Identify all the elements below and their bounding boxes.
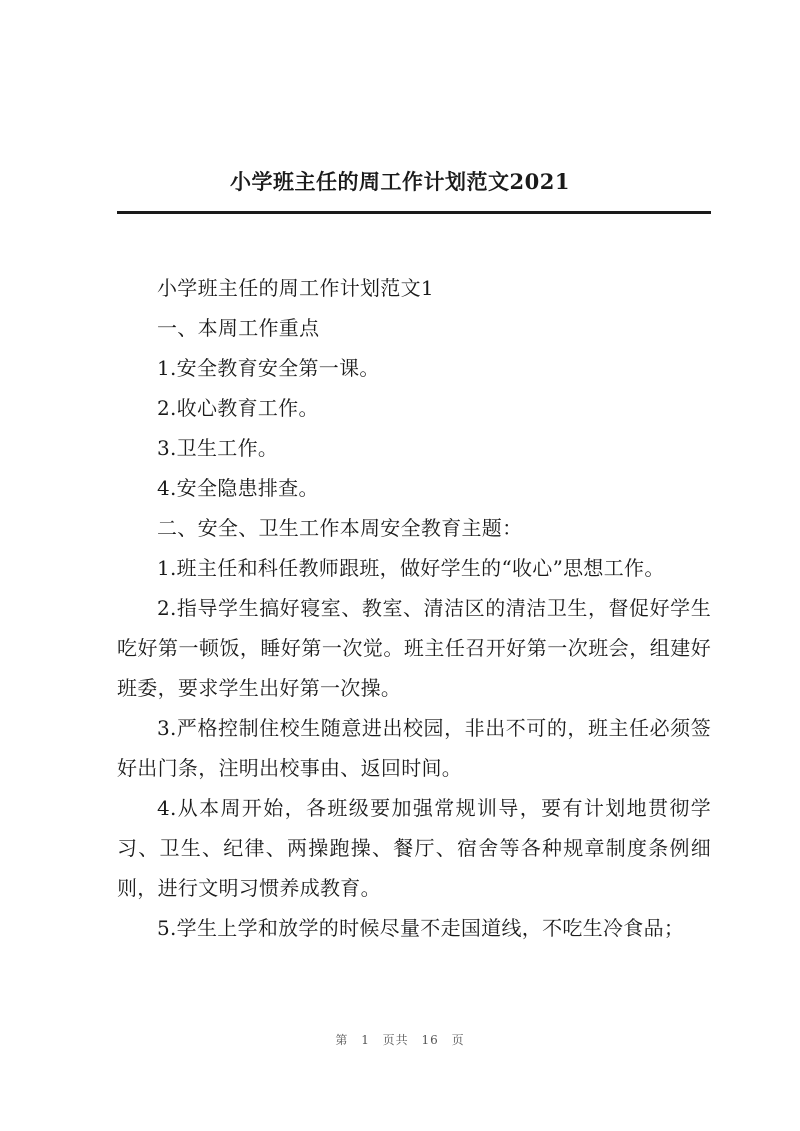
paragraph-item: 4.安全隐患排查。 [157, 476, 319, 500]
paragraph-item: 1.安全教育安全第一课。 [157, 356, 380, 380]
paragraph-heading: 小学班主任的周工作计划范文1 [157, 276, 434, 300]
paragraph-section-2: 二、安全、卫生工作本周安全教育主题： [157, 516, 523, 540]
document-body [117, 268, 711, 948]
page-number-footer: 第 1 页共 16 页 [335, 1033, 465, 1047]
paragraph-item: 2.指导学生搞好寝室、教室、清洁区的清洁卫生，督促好学生吃好第一顿饭，睡好第一次觉。班主任召开好第一次班会，组建好班委，要求学生出好第一次操。 [117, 596, 711, 700]
title-divider [117, 211, 711, 214]
paragraph-item: 5.学生上学和放学的时候尽量不走国道线，不吃生冷食品； [157, 916, 685, 940]
paragraph-section-1: 一、本周工作重点 [157, 316, 320, 340]
paragraph-item: 4.从本周开始，各班级要加强常规训导，要有计划地贯彻学习、卫生、纪律、两操跑操、餐厅、宿舍等各种规章制度条例细则，进行文明习惯养成教育。 [117, 796, 711, 900]
paragraph-item: 3.卫生工作。 [157, 436, 279, 460]
paragraph-item: 1.班主任和科任教师跟班，做好学生的“收心”思想工作。 [157, 556, 665, 580]
paragraph-item: 3.严格控制住校生随意进出校园，非出不可的，班主任必须签好出门条，注明出校事由、返回时间。 [117, 716, 711, 780]
paragraph-item: 2.收心教育工作。 [157, 396, 319, 420]
document-title: 小学班主任的周工作计划范文2021 [230, 169, 570, 194]
